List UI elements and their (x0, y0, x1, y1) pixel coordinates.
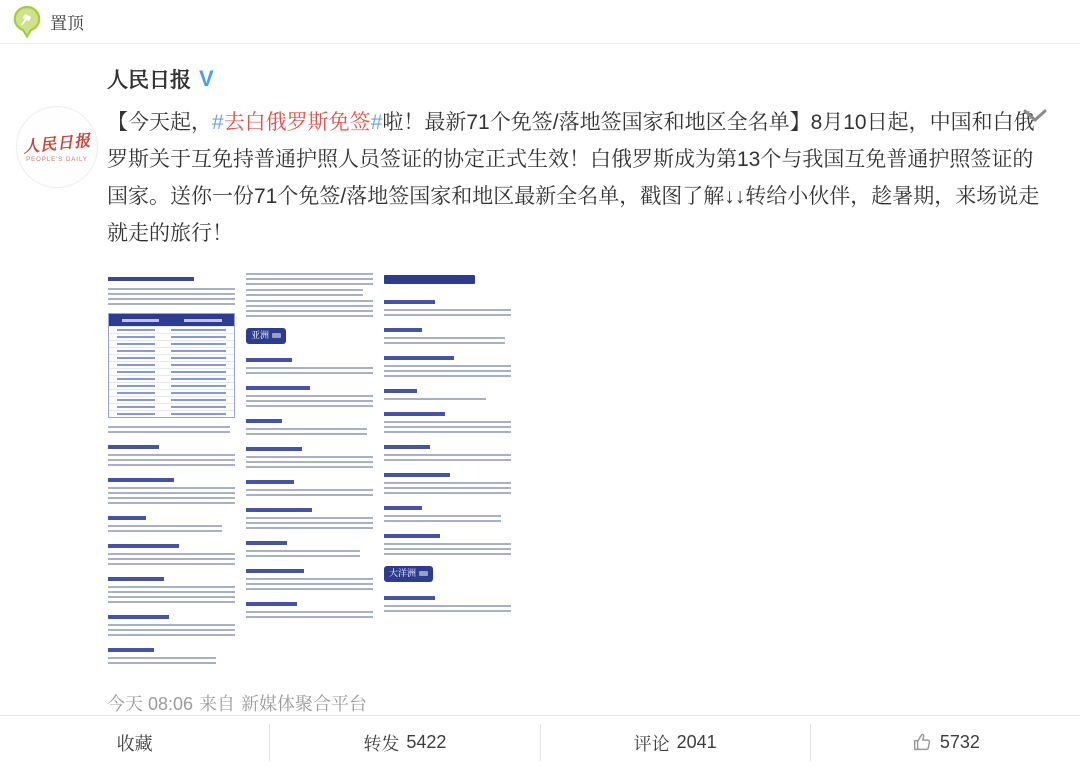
doc-paragraph (108, 624, 235, 636)
doc-title (108, 277, 194, 281)
doc-paragraph (246, 289, 363, 296)
hashtag-close-mark[interactable]: # (370, 111, 383, 134)
post-image[interactable] (107, 269, 512, 675)
doc-table-cell (171, 406, 226, 408)
doc-table-cell (117, 378, 155, 380)
doc-heading (108, 577, 164, 581)
doc-table-header-cell (122, 319, 160, 322)
doc-paragraph (384, 398, 486, 400)
doc-heading (246, 569, 304, 573)
doc-paragraph (246, 300, 373, 317)
region-badge-label: 亚洲 (251, 330, 270, 340)
doc-heading (384, 506, 422, 510)
doc-paragraph (108, 553, 235, 565)
repost-label: 转发 (363, 733, 400, 754)
timestamp[interactable]: 今天 08:06 (107, 694, 194, 714)
doc-paragraph (246, 578, 373, 590)
author-name[interactable]: 人民日报 (107, 69, 191, 92)
doc-heading (108, 516, 146, 520)
favorite-label: 收藏 (116, 733, 153, 754)
source-link[interactable]: 新媒体聚合平台 (241, 694, 368, 714)
doc-table-cell (117, 385, 155, 387)
doc-paragraph (384, 543, 511, 555)
doc-table-cell (117, 406, 155, 408)
doc-paragraph (246, 456, 373, 468)
avatar-calligraphy: 人民日报 (22, 132, 92, 157)
avatar[interactable] (16, 106, 98, 188)
doc-heading (384, 356, 454, 360)
post-text-segment: 【今天起， (107, 111, 212, 134)
doc-paragraph (384, 454, 511, 461)
doc-paragraph (384, 605, 511, 612)
doc-heading (384, 389, 417, 393)
doc-paragraph (108, 586, 235, 603)
doc-heading (246, 447, 302, 451)
pin-icon (13, 5, 41, 39)
pinned-bar (0, 0, 1080, 44)
avatar-subtitle: PEOPLE'S DAILY (26, 157, 88, 163)
doc-table-cell (117, 371, 155, 373)
comment-button[interactable] (541, 716, 810, 769)
action-bar (0, 715, 1080, 769)
doc-heading (246, 419, 282, 423)
doc-paragraph (384, 421, 511, 433)
author-row (107, 64, 1046, 94)
doc-heading (384, 445, 430, 449)
doc-heading (384, 473, 450, 477)
doc-heading (384, 534, 440, 538)
doc-paragraph (108, 525, 222, 532)
doc-table-cell (117, 336, 155, 338)
doc-paragraph (108, 426, 230, 433)
doc-paragraph (246, 428, 367, 435)
pinned-label: 置顶 (50, 14, 84, 33)
region-badge (384, 566, 433, 582)
doc-paragraph (246, 611, 373, 618)
doc-paragraph (384, 309, 511, 316)
doc-heading (384, 300, 435, 304)
doc-paragraph (108, 454, 235, 466)
doc-paragraph (246, 367, 373, 374)
doc-table-cell (171, 343, 226, 345)
doc-heading (246, 358, 292, 362)
doc-table-cell (171, 385, 226, 387)
doc-paragraph (384, 482, 511, 494)
doc-heading (108, 615, 169, 619)
doc-paragraph (384, 515, 501, 522)
doc-table-cell (171, 357, 226, 359)
doc-heading (246, 386, 310, 390)
thumbs-up-icon (911, 731, 933, 753)
doc-paragraph (246, 550, 360, 557)
repost-button[interactable] (270, 716, 539, 769)
doc-table-cell (117, 357, 155, 359)
doc-heading (246, 480, 294, 484)
doc-table-cell (171, 336, 226, 338)
hashtag-open-mark[interactable]: # (212, 111, 224, 134)
comment-label: 评论 (633, 733, 670, 754)
post-text-segment: 啦！最新71个免签/落地签国家和地区全名单】8月10日起，中国和白俄罗斯关于互免持普通护照人员签证的协定正式生效！白俄罗斯成为第13个与我国互免普通护照签证的国家。送你一份71个免签/落地签国家和地区最新全名单，戳图了解↓↓转给小伙伴，趁暑期，来场说走就走的旅行！ (107, 111, 1040, 245)
comment-count: 2041 (676, 732, 717, 752)
chevron-down-icon[interactable] (1018, 104, 1052, 133)
doc-table-cell (117, 399, 155, 401)
doc-heading (108, 445, 159, 449)
doc-column-3 (384, 273, 511, 673)
doc-heading (246, 508, 312, 512)
weibo-post (0, 44, 1080, 716)
doc-paragraph (246, 517, 373, 529)
doc-heading (246, 541, 287, 545)
doc-table-cell (171, 392, 226, 394)
doc-paragraph (246, 489, 373, 496)
favorite-button[interactable] (0, 716, 269, 769)
like-button[interactable] (811, 716, 1080, 769)
doc-heading (384, 596, 435, 600)
post-meta (107, 690, 1046, 716)
doc-table-cell (117, 364, 155, 366)
doc-heading (246, 602, 297, 606)
doc-paragraph (246, 273, 373, 285)
doc-table (108, 313, 235, 418)
doc-column-2 (246, 273, 373, 673)
doc-heading (384, 328, 422, 332)
doc-table-cell (117, 392, 155, 394)
doc-heading (108, 478, 174, 482)
doc-paragraph (384, 337, 505, 344)
doc-heading (108, 544, 179, 548)
doc-column-1 (108, 273, 235, 673)
badge-count-tag (419, 571, 428, 576)
doc-table-cell (171, 350, 226, 352)
like-count: 5732 (939, 732, 980, 752)
doc-table-cell (171, 329, 226, 331)
doc-table-cell (171, 378, 226, 380)
badge-count-tag (272, 333, 281, 338)
region-badge-label: 大洋洲 (389, 568, 417, 578)
doc-table-cell (171, 399, 226, 401)
verified-icon: V (199, 66, 214, 91)
doc-table-cell (117, 413, 155, 415)
doc-table-cell (117, 343, 155, 345)
source-label: 来自 (199, 694, 236, 714)
doc-table-header-cell (184, 319, 222, 322)
hashtag-link[interactable]: 去白俄罗斯免签 (223, 111, 371, 134)
doc-table-cell (171, 371, 226, 373)
doc-table-cell (171, 413, 226, 415)
doc-heading (108, 648, 154, 652)
doc-paragraph (384, 365, 511, 377)
doc-paragraph (108, 657, 216, 664)
post-text (107, 104, 1046, 252)
repost-count: 5422 (406, 732, 447, 752)
region-badge (246, 328, 286, 344)
doc-paragraph (108, 487, 235, 504)
doc-table-cell (117, 350, 155, 352)
doc-table-cell (171, 364, 226, 366)
doc-title (384, 275, 475, 284)
doc-paragraph (108, 288, 235, 305)
doc-heading (384, 412, 445, 416)
doc-table-cell (117, 329, 155, 331)
doc-paragraph (246, 395, 373, 407)
